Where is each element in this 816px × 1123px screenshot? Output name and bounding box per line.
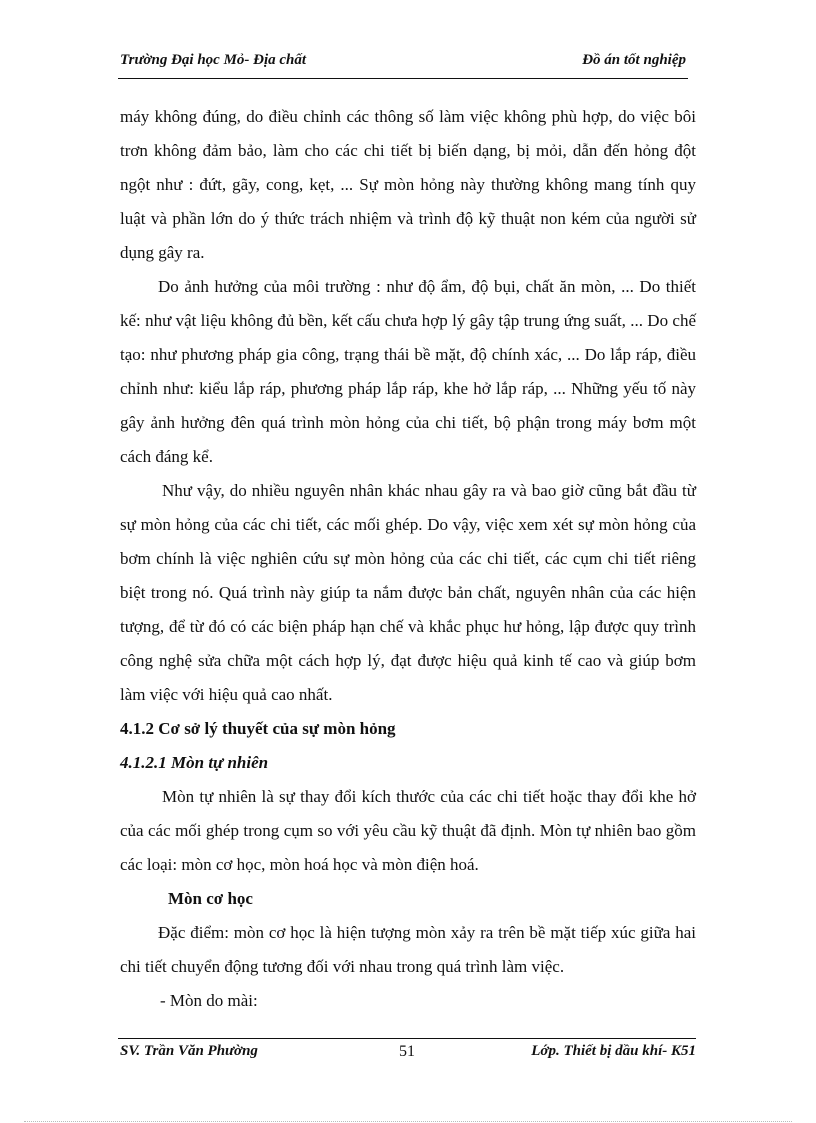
paragraph-4: Mòn tự nhiên là sự thay đổi kích thước của các chi tiết hoặc thay đổi khe hở của các mối ghép trong cụm so với yêu cầu kỹ thuật đã định. Mòn tự nhiên bao gồm các loại: mòn cơ học, mòn hoá học và mòn điện hoá. <box>120 787 696 874</box>
body-text <box>120 100 696 1018</box>
header-doc-type: Đồ án tốt nghiệp <box>582 52 686 68</box>
footer-rule <box>118 1038 696 1039</box>
footer-class: Lớp. Thiết bị dầu khí- K51 <box>531 1043 696 1059</box>
page-number: 51 <box>399 1043 415 1060</box>
footer-author: SV. Trần Văn Phường <box>120 1043 258 1059</box>
subheading-mechanical-wear: Mòn cơ học <box>168 889 253 908</box>
paragraph-1: máy không đúng, do điều chỉnh các thông số làm việc không phù hợp, do việc bôi trơn không đảm bảo, làm cho các chi tiết bị biến dạng, bị mỏi, dẫn đến hỏng đột ngột như : đứt, gãy, cong, kẹt, ... Sự mòn hỏng này thường không mang tính quy luật và phần lớn do ý thức trách nhiệm và trình độ kỹ thuật non kém của người sử dụng gây ra. <box>120 107 696 262</box>
header-rule <box>118 78 688 79</box>
page-edge-dots <box>24 1121 792 1122</box>
paragraph-3: Như vậy, do nhiều nguyên nhân khác nhau gây ra và bao giờ cũng bắt đầu từ sự mòn hỏng của các chi tiết, các mối ghép. Do vậy, việc xem xét sự mòn hỏng của bơm chính là việc nghiên cứu sự mòn hỏng của các chi tiết, các cụm chi tiết riêng biệt trong nó. Quá trình này giúp ta nắm được bản chất, nguyên nhân của các hiện tượng, để từ đó có các biện pháp hạn chế và khắc phục hư hỏng, lập được quy trình công nghệ sửa chữa một cách hợp lý, đạt được hiệu quả kinh tế cao và giúp bơm làm việc với hiệu quả cao nhất. <box>120 481 696 704</box>
paragraph-2: Do ảnh hưởng của môi trường : như độ ẩm, độ bụi, chất ăn mòn, ... Do thiết kế: như vật liệu không đủ bền, kết cấu chưa hợp lý gây tập trung ứng suất, ... Do chế tạo: như phương pháp gia công, trạng thái bề mặt, độ chính xác, ... Do lắp ráp, điều chỉnh như: kiểu lắp ráp, phương pháp lắp ráp, khe hở lắp ráp, ... Những yếu tố này gây ảnh hưởng đên quá trình mòn hỏng của chi tiết, bộ phận trong máy bơm một cách đáng kể. <box>120 277 696 466</box>
list-item-abrasion: - Mòn do mài: <box>160 991 258 1010</box>
section-heading-4-1-2: 4.1.2 Cơ sở lý thuyết của sự mòn hỏng <box>120 719 396 738</box>
header-school: Trường Đại học Mỏ- Địa chất <box>120 52 307 68</box>
subsection-heading-4-1-2-1: 4.1.2.1 Mòn tự nhiên <box>120 753 269 772</box>
paragraph-5: Đặc điểm: mòn cơ học là hiện tượng mòn xảy ra trên bề mặt tiếp xúc giữa hai chi tiết chuyển động tương đối với nhau trong quá trình làm việc. <box>120 923 696 976</box>
